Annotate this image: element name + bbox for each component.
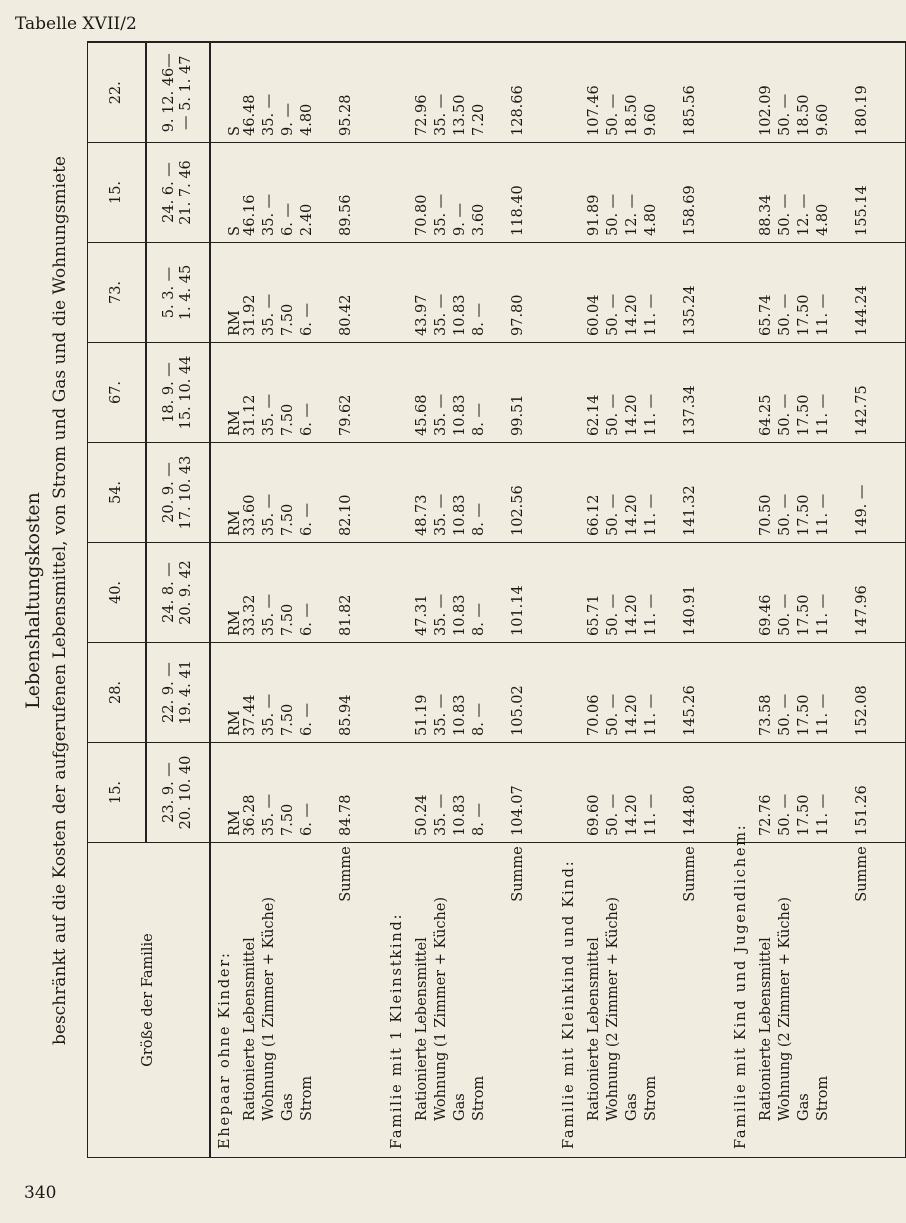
family-group xyxy=(217,843,389,1149)
cost-value: 35. — xyxy=(432,393,449,436)
period-number: 22. xyxy=(88,43,146,143)
cost-value: 3.60 xyxy=(470,203,487,236)
cost-value: 35. — xyxy=(432,693,449,736)
period-dates: 5. 3. — 1. 4. 45 xyxy=(146,243,210,343)
cost-item-label: Wohnung (1 Zimmer + Küche) xyxy=(432,896,449,1121)
sum-value: 80.42 xyxy=(337,294,354,336)
rotated-table-block xyxy=(20,43,870,1158)
sum-value: 149. — xyxy=(853,484,870,536)
cost-value: 9. — xyxy=(279,103,296,136)
cost-value: 35. — xyxy=(432,293,449,336)
sum-value: 144.80 xyxy=(681,785,698,836)
cost-value: 8. — xyxy=(470,703,487,736)
period-dates: 22. 9. — 19. 4. 41 xyxy=(146,643,210,743)
sum-value: 152.08 xyxy=(853,685,870,736)
cost-value: 8. — xyxy=(470,603,487,636)
value-group xyxy=(561,343,733,436)
sum-label: Summe xyxy=(509,846,526,902)
sum-value: 155.14 xyxy=(853,185,870,236)
cost-value: 50. — xyxy=(776,393,793,436)
cost-value: 8. — xyxy=(470,503,487,536)
cost-value: 18.50 xyxy=(623,94,640,136)
value-group xyxy=(389,543,561,636)
period-number: 73. xyxy=(88,243,146,343)
currency-label: RM xyxy=(226,510,243,536)
value-group xyxy=(733,443,905,536)
cost-value: 6. — xyxy=(298,503,315,536)
value-group xyxy=(733,543,905,636)
cost-value: 65.71 xyxy=(585,594,602,636)
family-size-header: Größe der Familie xyxy=(88,843,210,1158)
value-group xyxy=(389,143,561,236)
cost-item-label: Rationierte Lebensmittel xyxy=(585,937,602,1121)
value-group xyxy=(561,143,733,236)
cost-value: 50. — xyxy=(776,293,793,336)
sum-value: 101.14 xyxy=(509,585,526,636)
cost-value: 4.80 xyxy=(814,203,831,236)
cost-value: 14.20 xyxy=(623,294,640,336)
cost-value: 10.83 xyxy=(451,294,468,336)
cost-value: 35. — xyxy=(260,193,277,236)
sum-value: 141.32 xyxy=(681,485,698,536)
cost-value: 10.83 xyxy=(451,594,468,636)
value-group xyxy=(217,543,389,636)
cost-value: 35. — xyxy=(432,493,449,536)
cost-value: 31.92 xyxy=(241,294,258,336)
family-group-title: Familie mit Kleinkind und Kind: xyxy=(560,859,577,1149)
period-number: 67. xyxy=(88,343,146,443)
cost-value: 64.25 xyxy=(757,394,774,436)
period-number: 28. xyxy=(88,643,146,743)
cost-value: 50. — xyxy=(604,93,621,136)
cost-value: 7.20 xyxy=(470,103,487,136)
table-subtitle: beschränkt auf die Kosten der aufgerufenen Lebensmittel, von Strom und Gas und die Wohnungsmiete xyxy=(50,156,70,1045)
period-dates: 18. 9. — 15. 10. 44 xyxy=(146,343,210,443)
sum-value: 151.26 xyxy=(853,785,870,836)
cost-value: 11. — xyxy=(642,593,659,636)
period-column xyxy=(210,543,906,643)
sum-value: 104.07 xyxy=(509,785,526,836)
cost-value: 47.31 xyxy=(413,594,430,636)
cost-value: 66.12 xyxy=(585,494,602,536)
cost-value: 10.83 xyxy=(451,494,468,536)
cost-value: 17.50 xyxy=(795,294,812,336)
cost-value: 6. — xyxy=(298,803,315,836)
cost-value: 17.50 xyxy=(795,494,812,536)
value-group xyxy=(561,743,733,836)
period-number: 15. xyxy=(88,143,146,243)
cost-value: 11. — xyxy=(814,493,831,536)
cost-value: 9.60 xyxy=(642,103,659,136)
period-number: 15. xyxy=(88,743,146,843)
currency-label: RM xyxy=(226,810,243,836)
cost-value: 12. — xyxy=(623,193,640,236)
period-column xyxy=(210,643,906,743)
cost-value: 37.44 xyxy=(241,694,258,736)
sum-value: 140.91 xyxy=(681,585,698,636)
value-group xyxy=(389,343,561,436)
cost-value: 17.50 xyxy=(795,794,812,836)
value-group xyxy=(389,44,561,137)
cost-value: 11. — xyxy=(814,693,831,736)
cost-value: 11. — xyxy=(642,693,659,736)
cost-value: 18.50 xyxy=(795,94,812,136)
value-group xyxy=(389,643,561,736)
value-group xyxy=(733,743,905,836)
cost-value: 35. — xyxy=(260,393,277,436)
family-group-title: Familie mit 1 Kleinstkind: xyxy=(388,912,405,1149)
cost-value: 35. — xyxy=(432,93,449,136)
cost-value: 70.80 xyxy=(413,194,430,236)
cost-value: 35. — xyxy=(432,793,449,836)
sum-value: 82.10 xyxy=(337,494,354,536)
sum-value: 118.40 xyxy=(509,185,526,236)
cost-value: 35. — xyxy=(260,293,277,336)
cost-value: 7.50 xyxy=(279,603,296,636)
period-column xyxy=(210,343,906,443)
cost-item-label: Strom xyxy=(814,1075,831,1121)
cost-value: 33.60 xyxy=(241,494,258,536)
cost-value: 11. — xyxy=(642,493,659,536)
cost-value: 10.83 xyxy=(451,694,468,736)
cost-value: 46.16 xyxy=(241,194,258,236)
cost-value: 11. — xyxy=(814,293,831,336)
value-group xyxy=(217,643,389,736)
cost-value: 69.60 xyxy=(585,794,602,836)
family-group xyxy=(389,843,561,1149)
sum-value: 99.51 xyxy=(509,394,526,436)
period-dates: 24. 8. — 20. 9. 42 xyxy=(146,543,210,643)
period-dates: 24. 6. — 21. 7. 46 xyxy=(146,143,210,243)
cost-value: 65.74 xyxy=(757,294,774,336)
sum-value: 128.66 xyxy=(509,85,526,136)
cost-value: 72.76 xyxy=(757,794,774,836)
cost-value: 14.20 xyxy=(623,594,640,636)
cost-value: 6. — xyxy=(279,203,296,236)
family-group xyxy=(732,823,905,1149)
cost-table xyxy=(87,42,906,1159)
cost-item-label: Rationierte Lebensmittel xyxy=(241,937,258,1121)
value-group xyxy=(561,243,733,336)
cost-value: 35. — xyxy=(260,493,277,536)
cost-item-label: Rationierte Lebensmittel xyxy=(757,937,774,1121)
cost-value: 107.46 xyxy=(585,85,602,136)
value-group xyxy=(389,743,561,836)
cost-value: 11. — xyxy=(814,793,831,836)
sum-value: 144.24 xyxy=(853,285,870,336)
cost-item-label: Wohnung (1 Zimmer + Küche) xyxy=(260,896,277,1121)
cost-value: 46.48 xyxy=(241,94,258,136)
cost-value: 31.12 xyxy=(241,394,258,436)
cost-value: 51.19 xyxy=(413,694,430,736)
cost-item-label: Gas xyxy=(451,1093,468,1121)
value-group xyxy=(561,543,733,636)
value-group xyxy=(217,143,389,236)
cost-value: 6. — xyxy=(298,403,315,436)
sum-value: 185.56 xyxy=(681,85,698,136)
cost-value: 8. — xyxy=(470,303,487,336)
cost-value: 102.09 xyxy=(757,85,774,136)
cost-value: 72.96 xyxy=(413,94,430,136)
cost-value: 14.20 xyxy=(623,794,640,836)
sum-value: 97.80 xyxy=(509,294,526,336)
cost-value: 9. — xyxy=(451,203,468,236)
value-group xyxy=(389,443,561,536)
cost-value: 91.89 xyxy=(585,194,602,236)
cost-value: 73.58 xyxy=(757,694,774,736)
value-group xyxy=(217,343,389,436)
sum-value: 145.26 xyxy=(681,685,698,736)
cost-value: 7.50 xyxy=(279,403,296,436)
cost-item-label: Wohnung (2 Zimmer + Küche) xyxy=(604,896,621,1121)
cost-value: 7.50 xyxy=(279,303,296,336)
cost-value: 35. — xyxy=(260,93,277,136)
period-dates: 20. 9. — 17. 10. 43 xyxy=(146,443,210,543)
cost-value: 6. — xyxy=(298,703,315,736)
cost-value: 50. — xyxy=(776,193,793,236)
sum-label: Summe xyxy=(681,846,698,902)
cost-value: 35. — xyxy=(260,793,277,836)
cost-value: 4.80 xyxy=(642,203,659,236)
sum-value: 102.56 xyxy=(509,485,526,536)
cost-value: 7.50 xyxy=(279,703,296,736)
cost-value: 10.83 xyxy=(451,394,468,436)
cost-item-label: Gas xyxy=(279,1093,296,1121)
sum-value: 158.69 xyxy=(681,185,698,236)
cost-value: 50. — xyxy=(604,493,621,536)
cost-value: 7.50 xyxy=(279,803,296,836)
cost-value: 12. — xyxy=(795,193,812,236)
cost-value: 9.60 xyxy=(814,103,831,136)
cost-value: 35. — xyxy=(432,593,449,636)
cost-value: 11. — xyxy=(642,393,659,436)
cost-value: 11. — xyxy=(642,793,659,836)
cost-value: 50. — xyxy=(604,693,621,736)
cost-value: 10.83 xyxy=(451,794,468,836)
value-group xyxy=(561,643,733,736)
sum-value: 84.78 xyxy=(337,794,354,836)
value-group xyxy=(389,243,561,336)
value-group xyxy=(733,343,905,436)
sum-label: Summe xyxy=(337,846,354,902)
cost-value: 70.06 xyxy=(585,694,602,736)
cost-value: 14.20 xyxy=(623,394,640,436)
cost-value: 50. — xyxy=(776,493,793,536)
period-column xyxy=(210,443,906,543)
sum-value: 180.19 xyxy=(853,85,870,136)
cost-value: 69.46 xyxy=(757,594,774,636)
value-group xyxy=(217,443,389,536)
sum-value: 142.75 xyxy=(853,385,870,436)
currency-label: S xyxy=(226,126,243,136)
value-group xyxy=(733,44,905,137)
period-dates: 23. 9. — 20. 10. 40 xyxy=(146,743,210,843)
family-group xyxy=(561,843,733,1149)
cost-value: 8. — xyxy=(470,803,487,836)
cost-value: 35. — xyxy=(260,593,277,636)
value-group xyxy=(561,44,733,137)
cost-item-label: Strom xyxy=(298,1075,315,1121)
cost-value: 17.50 xyxy=(795,594,812,636)
cost-value: 70.50 xyxy=(757,494,774,536)
cost-value: 43.97 xyxy=(413,294,430,336)
family-group-title: Ehepaar ohne Kinder: xyxy=(216,951,233,1149)
cost-value: 11. — xyxy=(642,293,659,336)
cost-value: 62.14 xyxy=(585,394,602,436)
cost-value: 50. — xyxy=(604,293,621,336)
currency-label: RM xyxy=(226,610,243,636)
cost-item-label: Strom xyxy=(470,1075,487,1121)
cost-item-label: Rationierte Lebensmittel xyxy=(413,937,430,1121)
cost-value: 4.80 xyxy=(298,103,315,136)
value-group xyxy=(733,143,905,236)
sum-value: 95.28 xyxy=(337,94,354,136)
cost-value: 8. — xyxy=(470,403,487,436)
period-column xyxy=(210,743,906,843)
cost-value: 33.32 xyxy=(241,594,258,636)
cost-value: 35. — xyxy=(260,693,277,736)
cost-value: 14.20 xyxy=(623,694,640,736)
sum-value: 147.96 xyxy=(853,585,870,636)
page-number: 340 xyxy=(24,1183,57,1203)
cost-value: 14.20 xyxy=(623,494,640,536)
value-group xyxy=(217,243,389,336)
currency-label: RM xyxy=(226,710,243,736)
currency-label: RM xyxy=(226,310,243,336)
cost-value: 50. — xyxy=(604,193,621,236)
cost-item-label: Gas xyxy=(795,1093,812,1121)
period-number: 54. xyxy=(88,443,146,543)
cost-value: 60.04 xyxy=(585,294,602,336)
period-column xyxy=(210,143,906,243)
cost-value: 50. — xyxy=(776,793,793,836)
period-column xyxy=(210,243,906,343)
cost-value: 50. — xyxy=(776,93,793,136)
cost-value: 50. — xyxy=(776,593,793,636)
cost-value: 35. — xyxy=(432,193,449,236)
value-group xyxy=(561,443,733,536)
cost-value: 11. — xyxy=(814,593,831,636)
cost-value: 6. — xyxy=(298,603,315,636)
cost-value: 17.50 xyxy=(795,394,812,436)
sum-value: 137.34 xyxy=(681,385,698,436)
family-group-title: Familie mit Kind und Jugendlichem: xyxy=(732,823,749,1149)
sum-value: 79.62 xyxy=(337,394,354,436)
value-group xyxy=(733,643,905,736)
table-number-label: Tabelle XVII/2 xyxy=(15,14,137,34)
sum-value: 89.56 xyxy=(337,194,354,236)
period-number: 40. xyxy=(88,543,146,643)
currency-label: RM xyxy=(226,410,243,436)
cost-value: 7.50 xyxy=(279,503,296,536)
sum-value: 105.02 xyxy=(509,685,526,736)
cost-value: 50. — xyxy=(776,693,793,736)
cost-value: 88.34 xyxy=(757,194,774,236)
period-dates: 9. 12. 46— — 5. 1. 47 xyxy=(146,43,210,143)
cost-value: 50. — xyxy=(604,593,621,636)
cost-item-label: Strom xyxy=(642,1075,659,1121)
cost-value: 36.28 xyxy=(241,794,258,836)
cost-item-label: Gas xyxy=(623,1093,640,1121)
cost-value: 50. — xyxy=(604,793,621,836)
cost-value: 6. — xyxy=(298,303,315,336)
cost-value: 50.24 xyxy=(413,794,430,836)
cost-value: 11. — xyxy=(814,393,831,436)
sum-value: 81.82 xyxy=(337,594,354,636)
currency-label: S xyxy=(226,226,243,236)
sum-value: 135.24 xyxy=(681,285,698,336)
cost-value: 17.50 xyxy=(795,694,812,736)
value-group xyxy=(217,44,389,137)
cost-value: 50. — xyxy=(604,393,621,436)
cost-item-label: Wohnung (2 Zimmer + Küche) xyxy=(776,896,793,1121)
cost-value: 48.73 xyxy=(413,494,430,536)
value-group xyxy=(733,243,905,336)
value-group xyxy=(217,743,389,836)
sum-value: 85.94 xyxy=(337,694,354,736)
period-column xyxy=(210,43,906,143)
cost-value: 2.40 xyxy=(298,203,315,236)
cost-value: 45.68 xyxy=(413,394,430,436)
cost-value: 13.50 xyxy=(451,94,468,136)
sum-label: Summe xyxy=(853,846,870,902)
table-title: Lebenshaltungskosten xyxy=(22,492,44,709)
